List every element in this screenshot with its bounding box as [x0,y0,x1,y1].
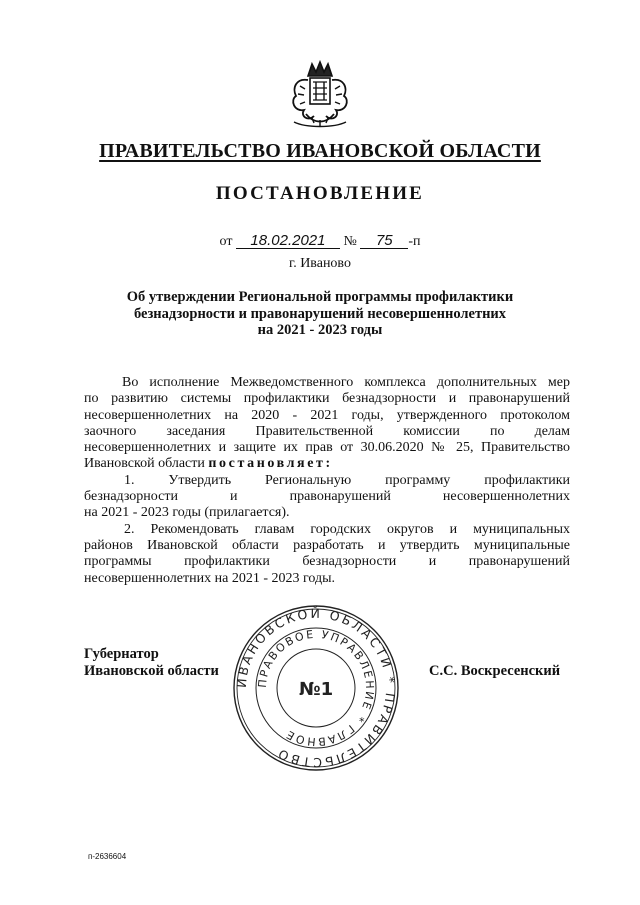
resolution-word: постановляет: [208,456,333,472]
government-title: ПРАВИТЕЛЬСТВО ИВАНОВСКОЙ ОБЛАСТИ [99,140,541,162]
body-line: заочного заседания Правительственной комиссии по делам [84,423,570,439]
official-seal-stamp [231,603,401,773]
subject-line: безнадзорности и правонарушений несовершеннолетних [133,305,507,322]
signer-title-line: Ивановской области [84,663,219,679]
document-code: п-2636604 [88,852,127,861]
body-line: по развитию системы профилактики безнадзорности и правонарушений [84,391,570,407]
seal-center-number: №1 [298,679,334,700]
document-type: ПОСТАНОВЛЕНИЕ [215,183,425,204]
body-line: несовершеннолетних на 2021 - 2023 годы. [84,570,335,586]
subject-line: на 2021 - 2023 годы [257,322,383,338]
body-line: несовершеннолетних на 2020 - 2021 годы, утвержденного протоколом [84,407,570,423]
document-body [84,375,570,587]
signer-title-line: Губернатор [84,646,159,662]
body-line: безнадзорности и правонарушений несовершеннолетних [84,489,570,505]
body-line: на 2021 - 2023 годы (прилагается). [84,505,290,521]
handwritten-date: 18.02.2021 [236,233,340,249]
number-sign: № [343,234,357,249]
body-line: Во исполнение Межведомственного комплекса дополнительных мер [122,375,570,390]
body-line: программы профилактики безнадзорности и правонарушений [84,554,570,570]
coat-of-arms-icon [286,58,354,130]
number-suffix: -п [408,234,421,249]
signer-name: С.С. Воскресенский [429,663,561,679]
document-subject [92,289,548,339]
handwritten-number: 75 [360,233,408,249]
body-line: несовершеннолетних и защите их прав от 30.06.2020 № 25, Правительство [84,440,570,456]
body-line [84,456,570,472]
date-prefix: от [219,234,233,249]
body-text: Ивановской области [84,456,205,472]
seal-inner-text: ПРАВОВОЕ УПРАВЛЕНИЕ * ГЛАВНОЕ [255,627,377,749]
signer-title [84,646,219,680]
date-number-line [0,233,640,250]
body-line: 1. Утвердить Региональную программу профилактики [124,472,570,488]
city: г. Иваново [289,256,351,271]
subject-line: Об утверждении Региональной программы профилактики [126,289,514,305]
body-line: районов Ивановской области разработать и утвердить муниципальные [84,537,570,553]
seal-outer-text: ИВАНОВСКОЙ ОБЛАСТИ * ПРАВИТЕЛЬСТВО [233,605,399,771]
body-line: 2. Рекомендовать главам городских округов и муниципальных [124,521,570,537]
